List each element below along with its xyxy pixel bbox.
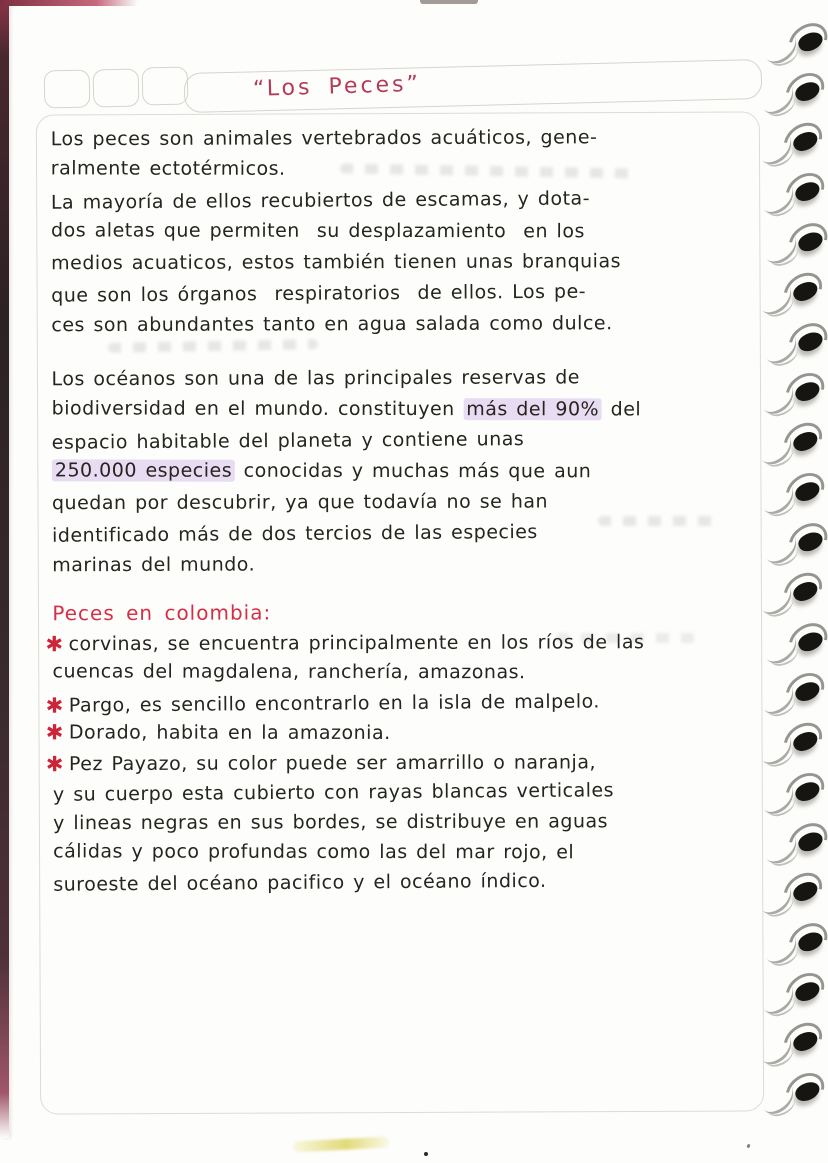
handwritten-text: conocidas y muchas más que aun — [235, 459, 592, 483]
list-item-line — [53, 774, 753, 809]
spiral-coil — [762, 374, 828, 416]
title-bar — [184, 59, 763, 113]
section-heading-colombia: Peces en colombia: — [52, 600, 272, 626]
page-top-edge — [0, 0, 138, 6]
handwritten-text: quedan por descubrir, ya que todavía no se han — [51, 490, 549, 515]
handwritten-text: identificado más de dos tercios de las especies — [52, 520, 538, 547]
asterisk-bullet-icon: ✱ — [45, 632, 64, 657]
list-item-line — [45, 684, 753, 719]
handwritten-text: medios acuaticos, estos también tienen unas branquias — [51, 250, 622, 275]
spiral-coil — [762, 774, 828, 816]
spiral-coil — [765, 823, 828, 866]
handwritten-text: Los peces son animales vertebrados acuáticos, gene- — [50, 126, 598, 151]
handwritten-line — [51, 182, 751, 218]
spiral-coil — [762, 74, 828, 116]
list-item-line — [53, 864, 753, 899]
handwritten-line — [52, 422, 752, 458]
handwritten-line — [51, 308, 751, 341]
handwritten-text: Pez Payazo, su color puede ser amarrillo o naranja, — [68, 751, 597, 776]
handwritten-line — [51, 275, 751, 311]
spiral-coil — [760, 423, 828, 466]
handwritten-text: espacio habitable del planeta y contiene unas — [51, 428, 525, 454]
list-item-line — [45, 716, 753, 747]
handwritten-text: cuencas del magdalena, ranchería, amazonas. — [52, 660, 526, 684]
handwritten-text: cálidas y poco profundas como las del mar rojo, el — [53, 840, 575, 864]
spiral-coil — [765, 623, 828, 666]
spiral-coil — [762, 474, 828, 516]
list-item-line — [53, 836, 753, 867]
handwritten-text: marinas del mundo. — [52, 553, 256, 577]
handwritten-line — [52, 548, 752, 581]
ink-speck — [424, 1152, 428, 1156]
spiral-coil — [760, 723, 828, 766]
template-box-3 — [142, 66, 189, 105]
handwritten-line — [52, 455, 752, 487]
spiral-coil — [765, 923, 828, 966]
template-box-2 — [93, 69, 140, 108]
handwritten-text: La mayoría de ellos recubiertos de escamas, y dota- — [50, 187, 591, 214]
spiral-coil — [765, 323, 828, 366]
highlighted-text: más del 90% — [463, 398, 602, 420]
handwritten-text: y lineas negras en sus bordes, se distribuye en aguas — [53, 810, 609, 835]
spiral-coil — [765, 223, 828, 266]
spiral-coil — [765, 23, 828, 66]
handwritten-text: ces son abundantes tanto en agua salada como dulce. — [51, 312, 613, 337]
handwritten-text: Pargo, es sencillo encontrarlo en la isla de malpelo. — [68, 690, 601, 717]
handwritten-line — [52, 393, 752, 425]
handwritten-line — [51, 362, 751, 395]
spiral-coil — [760, 273, 828, 316]
handwritten-line — [52, 486, 752, 519]
spiral-coil — [765, 523, 828, 566]
list-item-line — [53, 656, 753, 687]
bleed-through-artifact — [556, 633, 696, 643]
spiral-coil — [760, 1023, 828, 1066]
asterisk-bullet-icon: ✱ — [45, 752, 65, 777]
handwritten-line — [51, 122, 751, 155]
handwritten-text: corvinas, se encuentra principalmente en los ríos de las — [68, 631, 645, 656]
list-item-line — [45, 746, 753, 778]
handwritten-content — [45, 122, 754, 898]
paragraph-oceans — [51, 362, 752, 581]
colombia-fish-list — [45, 626, 753, 898]
asterisk-bullet-icon: ✱ — [45, 693, 64, 718]
handwritten-text: Dorado, habita en la amazonia. — [68, 721, 391, 744]
template-box-1 — [44, 70, 91, 109]
handwritten-text: Los océanos son una de las principales reservas de — [51, 366, 581, 391]
asterisk-bullet-icon: ✱ — [45, 720, 64, 745]
handwritten-text: dos aletas que permiten su desplazamiento en los — [51, 219, 585, 243]
spiral-coil — [760, 573, 828, 616]
handwritten-line — [51, 246, 751, 279]
handwritten-text: ralmente ectotérmicos. — [50, 157, 286, 180]
spiral-coil — [762, 974, 828, 1016]
highlighted-text: 250.000 especies — [52, 459, 235, 481]
page-left-edge — [0, 0, 9, 1138]
handwritten-text: del — [602, 398, 642, 421]
handwritten-text: que son los órganos respiratorios de ellos. Los pe- — [51, 280, 587, 307]
yellow-marker-smudge — [293, 1136, 389, 1152]
list-item-line — [53, 806, 753, 838]
paragraph-fish-description — [51, 122, 752, 341]
handwritten-text: y su cuerpo esta cubierto con rayas blancas verticales — [52, 779, 615, 806]
bleed-through-artifact — [598, 516, 718, 526]
handwritten-text: biodiversidad en el mundo. constituyen — [51, 397, 464, 421]
spiral-coil — [762, 174, 828, 216]
spiral-coil — [762, 674, 828, 716]
spiral-coil — [760, 873, 828, 916]
handwritten-line — [51, 215, 751, 247]
spiral-coil — [762, 1074, 828, 1116]
page-title: “Los Peces” — [252, 71, 422, 102]
page-top-edge-mark — [420, 0, 478, 4]
spiral-coil — [760, 123, 828, 166]
handwritten-text: suroeste del océano pacifico y el océano índico. — [53, 869, 547, 896]
